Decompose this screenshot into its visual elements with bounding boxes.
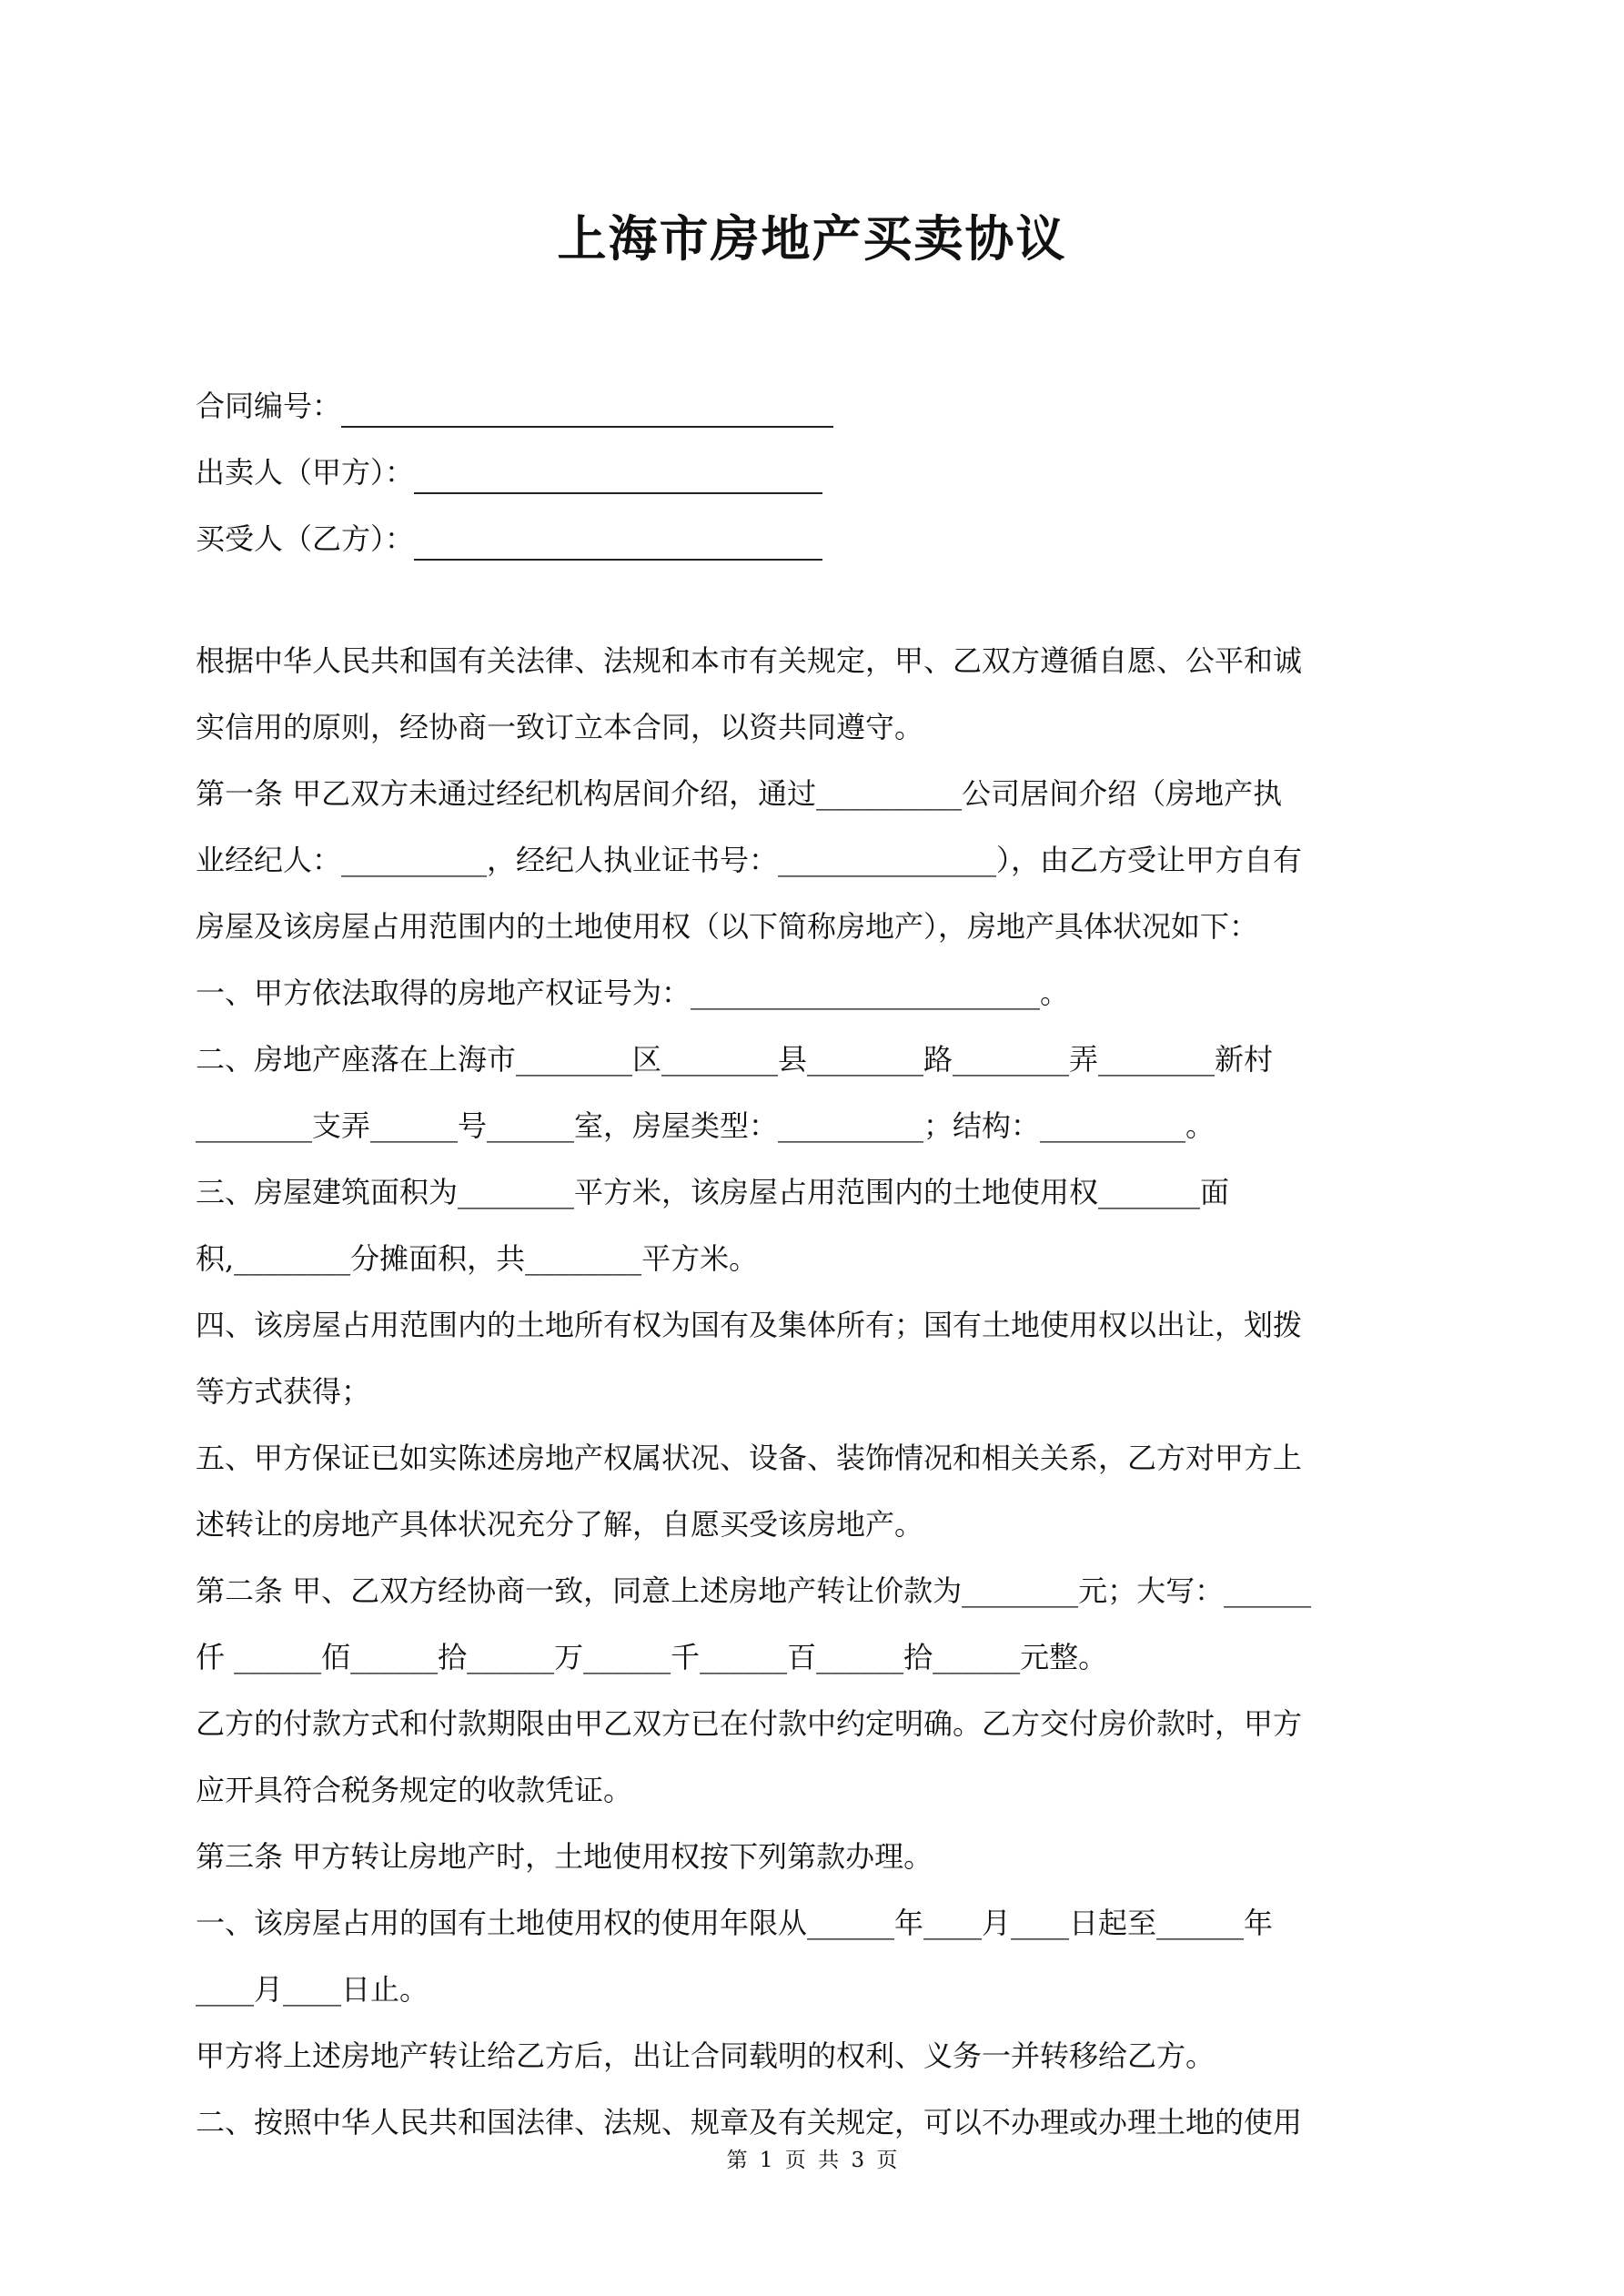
buyer-label: 买受人（乙方）： <box>196 521 415 556</box>
contract-number-label: 合同编号： <box>196 389 342 423</box>
body-line: 一、甲方依法取得的房地产权证号为：________________________。 <box>196 976 1070 1010</box>
document-title: 上海市房地产买卖协议 <box>557 209 1067 268</box>
body-line: 三、房屋建筑面积为________平方米，该房屋占用范围内的土地使用权_______面 <box>196 1175 1230 1209</box>
contract-number-blank[interactable] <box>341 395 833 428</box>
seller-blank[interactable] <box>414 461 822 494</box>
body-line: 等方式获得； <box>196 1374 371 1409</box>
body-line: ____月____日止。 <box>196 1972 429 2007</box>
seller-label: 出卖人（甲方）： <box>196 455 415 490</box>
buyer-blank[interactable] <box>414 528 822 561</box>
body-line: 四、该房屋占用范围内的土地所有权为国有及集体所有；国有土地使用权以出让，划拨 <box>196 1308 1303 1342</box>
body-line: 第二条 甲、乙双方经协商一致，同意上述房地产转让价款为________元；大写：______ <box>196 1573 1312 1608</box>
body-line: 乙方的付款方式和付款期限由甲乙双方已在付款中约定明确。乙方交付房价款时，甲方 <box>196 1706 1303 1741</box>
body-line: 二、房地产座落在上海市________区________县________路________弄________新村 <box>196 1042 1274 1077</box>
body-line: 一、该房屋占用的国有土地使用权的使用年限从______年____月____日起至______年 <box>196 1906 1274 1940</box>
body-line: 实信用的原则，经协商一致订立本合同，以资共同遵守。 <box>196 710 924 744</box>
body-line: 二、按照中华人民共和国法律、法规、规章及有关规定，可以不办理或办理土地的使用 <box>196 2105 1303 2139</box>
body-line: 第一条 甲乙双方未通过经纪机构居间介绍，通过__________公司居间介绍（房地产执 <box>196 776 1283 811</box>
body-line: 述转让的房地产具体状况充分了解，自愿买受该房地产。 <box>196 1507 924 1542</box>
buyer-field <box>196 517 822 561</box>
body-line: 甲方将上述房地产转让给乙方后，出让合同载明的权利、义务一并转移给乙方。 <box>196 2038 1215 2073</box>
body-line: 仟 ______佰______拾______万______千______百______拾______元整。 <box>196 1640 1108 1674</box>
body-line: 业经纪人：__________，经纪人执业证书号：_______________），由乙方受让甲方自有 <box>196 843 1303 877</box>
contract-number-field <box>196 384 833 428</box>
page-footer: 第 1 页 共 3 页 <box>726 2149 898 2172</box>
body-line: 第三条 甲方转让房地产时，土地使用权按下列第款办理。 <box>196 1839 933 1874</box>
body-line: 根据中华人民共和国有关法律、法规和本市有关规定，甲、乙双方遵循自愿、公平和诚 <box>196 643 1303 678</box>
body-line: 应开具符合税务规定的收款凭证。 <box>196 1773 633 1807</box>
body-line: ________支弄______号______室，房屋类型：__________；结构：__________。 <box>196 1108 1215 1143</box>
body-line: 房屋及该房屋占用范围内的土地使用权（以下简称房地产），房地产具体状况如下： <box>196 909 1259 944</box>
body-line: 积,________分摊面积，共________平方米。 <box>196 1241 759 1276</box>
contract-body <box>196 628 1443 2156</box>
body-line: 五、甲方保证已如实陈述房地产权属状况、设备、装饰情况和相关关系，乙方对甲方上 <box>196 1441 1303 1475</box>
seller-field <box>196 450 822 494</box>
